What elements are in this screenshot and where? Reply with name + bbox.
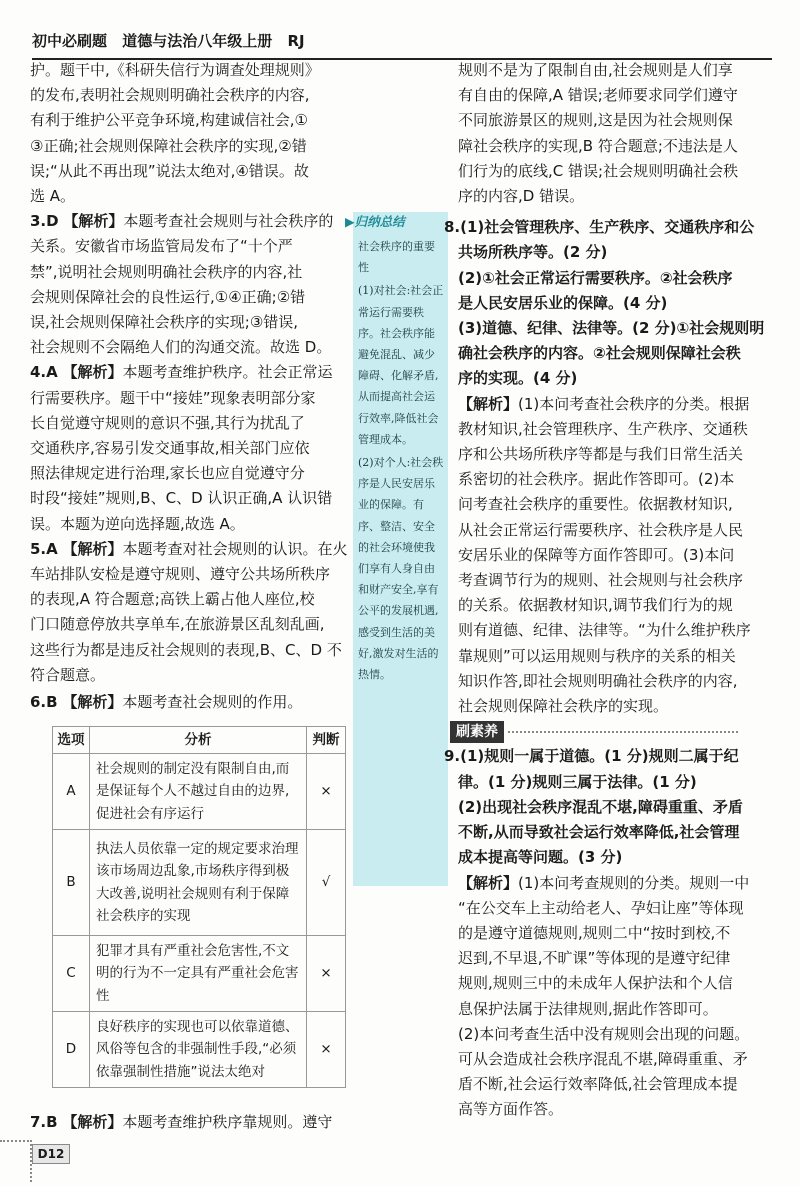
sidebar-paragraph: (1)对社会:社会正常运行需要秩序。社会秩序能避免混乱、减少障碍、化解矛盾,从而提高社会运行效率,降低社会管理成本。 bbox=[358, 284, 444, 446]
judge-cell: × bbox=[307, 1012, 346, 1088]
text-line: 时段“接娃”规则,B、C、D 认识正确,A 认识错 bbox=[30, 489, 333, 508]
text-line: 选 A。 bbox=[30, 187, 76, 206]
text-line: 迟到,不早退,不旷课”等体现的是遵守纪律 bbox=[458, 949, 731, 968]
q5-answer bbox=[30, 537, 352, 688]
text-line: 从社会正常运行需要秩序、社会秩序是人民 bbox=[458, 520, 744, 539]
text-line: 本题考查维护秩序。社会正常运 bbox=[122, 363, 333, 382]
answer-line: 确社会秩序的内容。②社会规则保障社会秩 bbox=[458, 344, 741, 363]
judge-cell: √ bbox=[307, 830, 346, 936]
text-line: 本题考查社会规则与社会秩序的 bbox=[123, 212, 334, 231]
analysis-tag: 【解析】 bbox=[62, 539, 123, 558]
text-line: 序和公共场所秩序等都是与我们日常生活关 bbox=[458, 445, 744, 464]
text-line: 靠规则”可以运用规则与秩序的关系的相关 bbox=[458, 646, 736, 665]
text-line: 系密切的社会秩序。据此作答即可。(2)本 bbox=[458, 470, 735, 489]
option-cell: A bbox=[53, 754, 90, 830]
text-line: 的关系。依据教材知识,调节我们行为的规 bbox=[458, 596, 733, 615]
q2-continuation bbox=[30, 58, 352, 209]
text-line: 高等方面作答。 bbox=[458, 1100, 564, 1119]
answer-line: 序的实现。(4 分) bbox=[458, 369, 578, 388]
table-header-row bbox=[53, 727, 346, 754]
answer-letter: B bbox=[46, 693, 58, 712]
answer-letter: A bbox=[46, 363, 58, 382]
text-line: 的表现,A 符合题意;高铁上霸占他人座位,校 bbox=[30, 590, 315, 609]
analysis-tag: 【解析】 bbox=[458, 873, 519, 892]
text-line: 有利于维护公平竞争环境,构建诚信社会,① bbox=[30, 111, 308, 130]
left-column bbox=[30, 58, 352, 715]
text-line: 规则不是为了限制自由,社会规则是人们享 bbox=[458, 61, 733, 79]
answer-letter: D bbox=[46, 212, 59, 231]
text-line: 的发布,表明社会规则明确社会秩序的内容, bbox=[30, 86, 310, 105]
text-line: 关系。安徽省市场监管局发布了“十个严 bbox=[30, 237, 293, 256]
answer-line: 共场所秩序等。(2 分) bbox=[458, 243, 608, 262]
text-line: 规则,规则三中的未成年人保护法和个人信 bbox=[458, 974, 733, 993]
question-number: 8. bbox=[444, 218, 461, 237]
text-line: “在公交车上主动给老人、孕妇让座”等体现 bbox=[458, 898, 744, 917]
sidebar-body bbox=[358, 236, 444, 687]
text-line: 考查调节行为的规则、社会规则与社会秩序 bbox=[458, 571, 744, 590]
q8-answer bbox=[444, 215, 770, 719]
analysis-table bbox=[52, 726, 346, 1088]
answer-line: (2)出现社会秩序混乱不堪,障碍重重、矛盾 bbox=[458, 797, 743, 816]
question-number: 4. bbox=[30, 363, 47, 382]
text-line: 教材知识,社会管理秩序、生产秩序、交通秩 bbox=[458, 419, 748, 438]
answer-line: (1)社会管理秩序、生产秩序、交通秩序和公 bbox=[460, 218, 755, 237]
text-line: 误;“从此不再出现”说法太绝对,④错误。故 bbox=[30, 161, 309, 180]
answer-letter: B bbox=[46, 1113, 58, 1131]
text-line: 本题考查社会规则的作用。 bbox=[122, 693, 303, 712]
text-line: 息保护法属于法律规则,据此作答即可。 bbox=[458, 999, 718, 1018]
column-header: 选项 bbox=[53, 727, 90, 754]
q4-answer bbox=[30, 360, 352, 536]
judge-cell: × bbox=[307, 754, 346, 830]
text-line: ③正确;社会规则保障社会秩序的实现,②错 bbox=[30, 136, 307, 155]
answer-line: 成本提高等问题。(3 分) bbox=[458, 848, 623, 867]
text-line: 本题考查维护秩序靠规则。遵守 bbox=[122, 1113, 333, 1131]
sidebar-title bbox=[345, 212, 445, 232]
text-line: 安居乐业的保障等方面作答即可。(3)本问 bbox=[458, 545, 735, 564]
question-number: 6. bbox=[30, 693, 47, 712]
text-line: 这些行为都是违反社会规则的表现,B、C、D 不 bbox=[30, 640, 342, 659]
answer-letter: A bbox=[46, 539, 58, 558]
answer-line: 律。(1 分)规则三属于法律。(1 分) bbox=[458, 772, 697, 791]
text-line: 则有道德、纪律、法律等。“为什么维护秩序 bbox=[458, 621, 751, 640]
arrow-icon: ▶ bbox=[345, 214, 355, 229]
text-line: 会规则保障社会的良性运行,①④正确;②错 bbox=[30, 287, 306, 306]
option-cell: D bbox=[53, 1012, 90, 1088]
q6-answer bbox=[30, 690, 352, 715]
sidebar-title-text: 归纳总结 bbox=[354, 214, 405, 229]
section-label: 刷素养 bbox=[450, 721, 504, 743]
analysis-cell: 社会规则的制定没有限制自由,而是保证每个人不越过自由的边界,促进社会有序运行 bbox=[90, 754, 307, 830]
text-line: 车站排队安检是遵守规则、遵守公共场所秩序 bbox=[30, 565, 331, 584]
option-cell: C bbox=[53, 936, 90, 1012]
analysis-tag: 【解析】 bbox=[62, 693, 123, 712]
text-line: 照法律规定进行治理,家长也应自觉遵守分 bbox=[30, 464, 305, 483]
table-row bbox=[53, 1012, 346, 1088]
text-line: 禁”,说明社会规则明确社会秩序的内容,社 bbox=[30, 262, 303, 281]
book-subject: 道德与法治八年级上册 bbox=[122, 32, 273, 50]
analysis-tag: 【解析】 bbox=[62, 363, 123, 382]
sidebar-heading: 社会秩序的重要性 bbox=[358, 240, 435, 275]
text-line: 序的内容,D 错误。 bbox=[458, 187, 585, 206]
judge-cell: × bbox=[307, 936, 346, 1012]
text-line: 门口随意停放共享单车,在旅游景区乱刻乱画, bbox=[30, 615, 325, 634]
text-line: 符合题意。 bbox=[30, 665, 106, 684]
question-number: 9. bbox=[444, 747, 461, 766]
question-number: 7. bbox=[30, 1113, 47, 1131]
corner-dotted-decoration bbox=[0, 1140, 32, 1182]
analysis-tag: 【解析】 bbox=[63, 212, 124, 231]
text-line: 交通秩序,容易引发交通事故,相关部门应依 bbox=[30, 439, 310, 458]
answer-line: 是人民安居乐业的保障。(4 分) bbox=[458, 293, 668, 312]
analysis-tag: 【解析】 bbox=[62, 1113, 123, 1131]
analysis-cell: 犯罪才具有严重社会危害性,不文明的行为不一定具有严重社会危害性 bbox=[90, 936, 307, 1012]
answer-line: (3)道德、纪律、法律等。(2 分)①社会规则明 bbox=[458, 319, 765, 338]
text-line: 盾不断,社会运行效率降低,社会管理成本提 bbox=[458, 1075, 738, 1094]
page-header bbox=[32, 30, 772, 60]
text-line: 有自由的保障,A 错误;老师要求同学们遵守 bbox=[458, 86, 738, 105]
dotted-divider bbox=[508, 731, 738, 733]
text-line: 行需要秩序。题干中“接娃”现象表明部分家 bbox=[30, 388, 316, 407]
book-series: 初中必刷题 bbox=[32, 32, 108, 50]
column-header: 分析 bbox=[90, 727, 307, 754]
q3-answer bbox=[30, 209, 352, 360]
book-edition: RJ bbox=[287, 32, 305, 50]
text-line: 问考查社会秩序的重要性。依据教材知识, bbox=[458, 495, 733, 514]
text-line: 可从会造成社会秩序混乱不堪,障碍重重、矛 bbox=[458, 1049, 748, 1068]
table-row bbox=[53, 936, 346, 1012]
text-line: (2)本问考查生活中没有规则会出现的问题。 bbox=[458, 1024, 750, 1043]
text-line: 本题考查对社会规则的认识。在火 bbox=[122, 539, 348, 558]
text-line: 不同旅游景区的规则,这是因为社会规则保 bbox=[458, 111, 733, 130]
summary-sidebar bbox=[345, 212, 448, 886]
text-line: (1)本问考查规则的分类。规则一中 bbox=[518, 873, 750, 892]
text-line: 社会规则不会隔绝人们的沟通交流。故选 D。 bbox=[30, 338, 332, 357]
text-line: (1)本问考查社会秩序的分类。根据 bbox=[518, 394, 750, 413]
analysis-cell: 执法人员依靠一定的规定要求治理该市场周边乱象,市场秩序得到极大改善,说明社会规则有利于保障社会秩序的实现 bbox=[90, 830, 307, 936]
section-banner bbox=[450, 719, 770, 744]
answer-line: 不断,从而导致社会运行效率降低,社会管理 bbox=[458, 823, 740, 842]
text-line: 社会规则保障社会秩序的实现。 bbox=[458, 697, 669, 716]
analysis-tag: 【解析】 bbox=[458, 394, 519, 413]
q7-continuation bbox=[458, 58, 770, 209]
column-header: 判断 bbox=[307, 727, 346, 754]
text-line: 护。题干中,《科研失信行为调查处理规则》 bbox=[30, 61, 320, 79]
right-column bbox=[444, 58, 770, 1123]
answer-line: (1)规则一属于道德。(1 分)规则二属于纪 bbox=[460, 747, 739, 766]
question-number: 5. bbox=[30, 539, 47, 558]
analysis-cell: 良好秩序的实现也可以依靠道德、风俗等包含的非强制性手段,“必须依靠强制性措施”说法太绝对 bbox=[90, 1012, 307, 1088]
text-line: 误,社会规则保障社会秩序的实现;③错误, bbox=[30, 313, 299, 332]
table-row bbox=[53, 830, 346, 936]
q9-answer bbox=[444, 744, 770, 1122]
option-cell: B bbox=[53, 830, 90, 936]
text-line: 误。本题为逆向选择题,故选 A。 bbox=[30, 514, 245, 533]
question-number: 3. bbox=[30, 212, 47, 231]
page-number: D12 bbox=[32, 1144, 70, 1164]
text-line: 的是遵守道德规则,规则二中“按时到校,不 bbox=[458, 923, 731, 942]
answer-line: (2)①社会正常运行需要秩序。②社会秩序 bbox=[458, 268, 733, 287]
table-row bbox=[53, 754, 346, 830]
q7-answer bbox=[30, 1110, 352, 1135]
text-line: 知识作答,即社会规则明确社会秩序的内容, bbox=[458, 671, 738, 690]
text-line: 障社会秩序的实现,B 符合题意;不违法是人 bbox=[458, 136, 738, 155]
text-line: 长自觉遵守规则的意识不强,其行为扰乱了 bbox=[30, 413, 305, 432]
text-line: 们行为的底线,C 错误;社会规则明确社会秩 bbox=[458, 161, 739, 180]
sidebar-paragraph: (2)对个人:社会秩序是人民安居乐业的保障。有序、整洁、安全的社会环境使我们享有人身自由和财产安全,享有公平的发展机遇,感受到生活的美好,激发对生活的热情。 bbox=[358, 456, 444, 682]
